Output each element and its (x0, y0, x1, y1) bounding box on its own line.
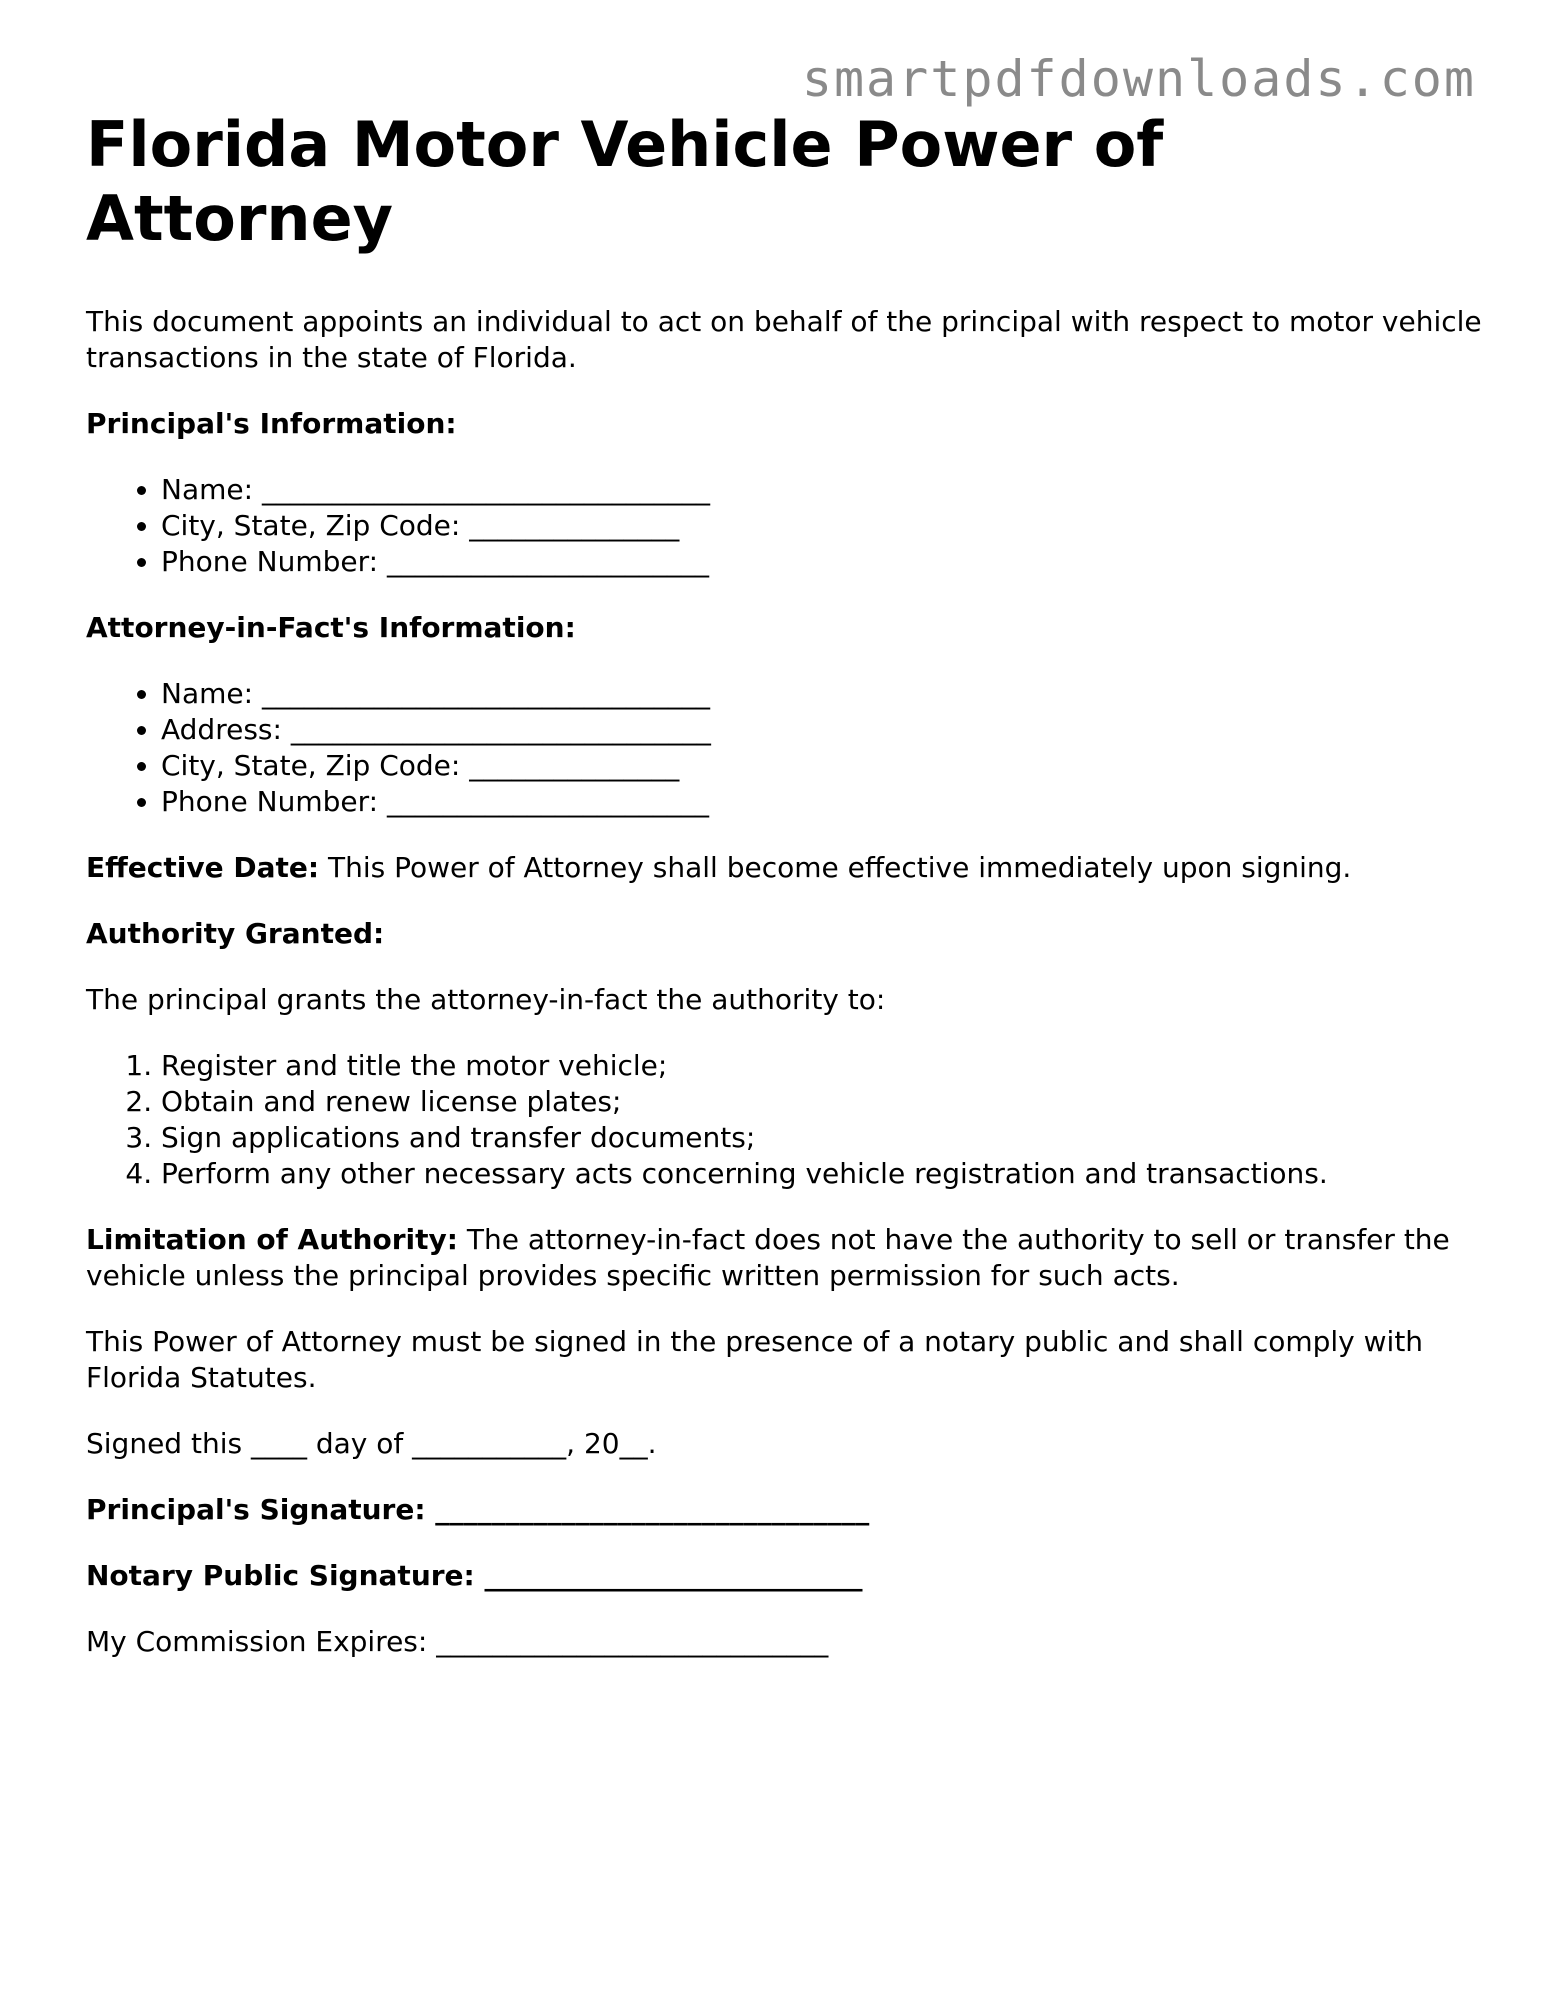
attorney-fields-list (86, 676, 1486, 820)
authority-item: 2. Obtain and renew license plates; (161, 1084, 1486, 1120)
document-page (86, 108, 1486, 1660)
principal-city-field: • City, State, Zip Code: _______________ (161, 508, 1486, 544)
effective-date-text: This Power of Attorney shall become effective immediately upon signing. (319, 851, 1352, 884)
authority-heading: Authority Granted: (86, 917, 385, 950)
page-title: Florida Motor Vehicle Power of Attorney (86, 108, 1164, 255)
notary-statement: This Power of Attorney must be signed in the presence of a notary public and shall comply with Florida Statutes. (86, 1325, 1424, 1394)
principal-signature-line: Principal's Signature: _______________________________ (86, 1493, 870, 1526)
authority-item: 3. Sign applications and transfer documents; (161, 1120, 1486, 1156)
intro-paragraph: This document appoints an individual to act on behalf of the principal with respect to motor vehicle transactions in the state of Florida. (86, 305, 1482, 374)
principal-name-field: • Name: ________________________________ (161, 472, 1486, 508)
authority-item: 1. Register and title the motor vehicle; (161, 1048, 1486, 1084)
attorney-city-field: • City, State, Zip Code: _______________ (161, 748, 1486, 784)
authority-list (86, 1048, 1486, 1192)
notary-signature-line: Notary Public Signature: ___________________________ (86, 1559, 863, 1592)
attorney-phone-field: • Phone Number: _______________________ (161, 784, 1486, 820)
watermark: smartpdfdownloads.com (801, 50, 1476, 108)
effective-date-paragraph (86, 850, 1486, 886)
limitation-text: The attorney-in-fact does not have the authority to sell or transfer the vehicle unless the principal provides specific written permission for such acts. (86, 1223, 1450, 1292)
signed-date-line: Signed this ____ day of ___________, 20__. (86, 1427, 657, 1460)
attorney-heading: Attorney-in-Fact's Information: (86, 611, 576, 644)
attorney-name-field: • Name: ________________________________ (161, 676, 1486, 712)
commission-expires-line: My Commission Expires: ____________________________ (86, 1625, 829, 1658)
limitation-paragraph (86, 1222, 1486, 1294)
authority-intro: The principal grants the attorney-in-fact the authority to: (86, 983, 886, 1016)
principal-phone-field: • Phone Number: _______________________ (161, 544, 1486, 580)
principal-fields-list (86, 472, 1486, 580)
attorney-address-field: • Address: ______________________________ (161, 712, 1486, 748)
limitation-label: Limitation of Authority: (86, 1223, 458, 1256)
effective-date-label: Effective Date: (86, 851, 320, 884)
authority-item: 4. Perform any other necessary acts concerning vehicle registration and transactions. (161, 1156, 1486, 1192)
principal-heading: Principal's Information: (86, 407, 457, 440)
